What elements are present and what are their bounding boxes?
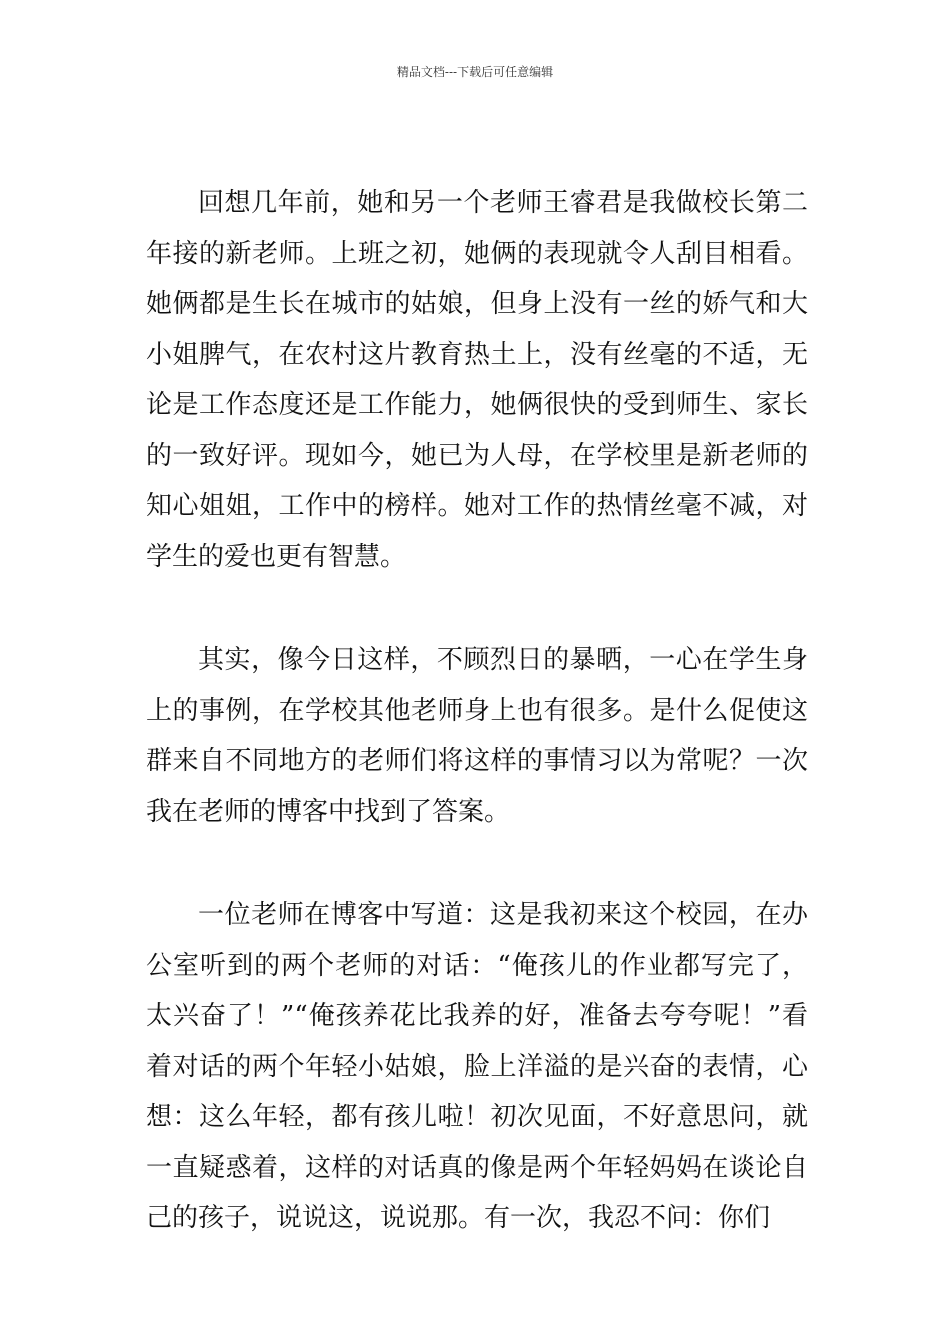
document-body (146, 178, 808, 1244)
paragraph-2: 其实，像今日这样，不顾烈日的暴晒，一心在学生身上的事例，在学校其他老师身上也有很多。是什么促使这群来自不同地方的老师们将这样的事情习以为常呢？一次我在老师的博客中找到了答案。 (146, 645, 808, 827)
page-header: 精品文档---下载后可任意编辑 (396, 65, 554, 79)
paragraph-3: 一位老师在博客中写道：这是我初来这个校园，在办公室听到的两个老师的对话：“俺孩儿的作业都写完了，太兴奋了！”“俺孩养花比我养的好，准备去夸夸呢！”看着对话的两个年轻小姑娘，脸上洋溢的是兴奋的表情，心想：这么年轻，都有孩儿啦！初次见面，不好意思问，就一直疑惑着，这样的对话真的像是两个年轻妈妈在谈论自己的孩子，说说这，说说那。有一次，我忍不问：你们 (146, 900, 808, 1233)
paragraph-1: 回想几年前，她和另一个老师王睿君是我做校长第二年接的新老师。上班之初，她俩的表现就令人刮目相看。她俩都是生长在城市的姑娘，但身上没有一丝的娇气和大小姐脾气，在农村这片教育热土上，没有丝毫的不适，无论是工作态度还是工作能力，她俩很快的受到师生、家长的一致好评。现如今，她已为人母，在学校里是新老师的知心姐姐，工作中的榜样。她对工作的热情丝毫不减，对学生的爱也更有智慧。 (146, 188, 808, 572)
